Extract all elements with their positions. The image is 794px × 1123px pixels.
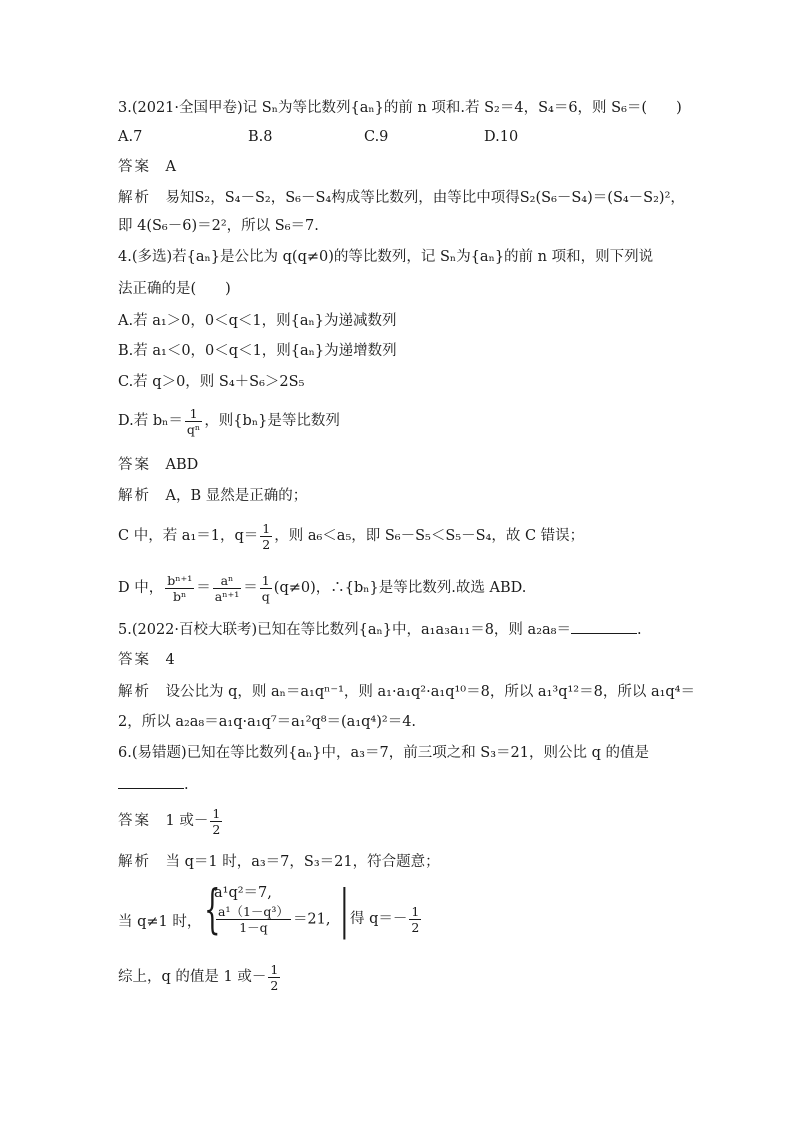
equation-2 bbox=[214, 904, 331, 935]
answer-value: 4 bbox=[165, 652, 175, 668]
answer-blank bbox=[118, 774, 184, 789]
analysis-c-suffix: ，则 a₆＜a₅，即 S₆－S₅＜S₅－S₄，故 C 错误； bbox=[274, 528, 585, 544]
option-d-suffix: ，则{bₙ}是等比数列 bbox=[204, 413, 340, 429]
equation-1: a¹q²＝7, bbox=[214, 885, 272, 901]
answer-label: 答案 bbox=[118, 813, 151, 829]
analysis-label: 解析 bbox=[118, 684, 151, 700]
q4-analysis-d bbox=[118, 568, 526, 608]
answer-label: 答案 bbox=[118, 652, 151, 668]
q4-option-c: C.若 q＞0，则 S₄＋S₆＞2S₅ bbox=[118, 374, 305, 390]
q5-analysis-line1 bbox=[118, 682, 695, 702]
analysis-label: 解析 bbox=[118, 190, 151, 206]
answer-fraction: $\frac{1}{2}$ bbox=[212, 805, 221, 837]
equation-2-fraction: $\frac{\text{a¹（1－q³）}}{1-q}$ bbox=[218, 904, 289, 935]
q6-stem-end: . bbox=[184, 777, 189, 793]
q5-answer bbox=[118, 650, 175, 670]
case2-result-text: 得 q＝－ bbox=[350, 911, 408, 927]
q4-stem-line2: 法正确的是( ) bbox=[118, 281, 231, 297]
q3-option-a: A.7 bbox=[118, 129, 143, 145]
q3-option-d: D.10 bbox=[484, 129, 519, 145]
q3-option-c: C.9 bbox=[364, 129, 389, 145]
answer-label: 答案 bbox=[118, 159, 151, 175]
right-brace: | bbox=[340, 880, 349, 940]
analysis-label: 解析 bbox=[118, 854, 151, 870]
analysis-text: 设公比为 q，则 aₙ＝a₁qⁿ⁻¹，则 a₁·a₁q²·a₁q¹⁰＝8，所以 a₁³q¹²＝8，所以 a₁q⁴＝ bbox=[165, 684, 695, 700]
analysis-text: 当 q＝1 时，a₃＝7，S₃＝21，符合题意； bbox=[165, 854, 440, 870]
analysis-d-prefix: D 中， bbox=[118, 580, 164, 596]
left-brace: { bbox=[204, 880, 221, 940]
q3-analysis-line2: 即 4(S₆－6)＝2²，所以 S₆＝7. bbox=[118, 218, 319, 234]
analysis-d-fraction-2: $\frac{\text{aⁿ}}{\text{aⁿ⁺¹}}$ bbox=[214, 572, 240, 604]
equals-sign: ＝ bbox=[243, 580, 258, 596]
q5-stem bbox=[118, 619, 642, 640]
equation-system bbox=[214, 884, 331, 935]
equals-sign: ＝ bbox=[196, 580, 211, 596]
q5-stem-text: 5.(2022·百校大联考)已知在等比数列{aₙ}中，a₁a₃a₁₁＝8，则 a₂a₈＝ bbox=[118, 622, 571, 638]
conclusion-fraction: $\frac{1}{2}$ bbox=[270, 961, 279, 993]
analysis-c-prefix: C 中，若 a₁＝1，q＝ bbox=[118, 528, 259, 544]
q4-option-b: B.若 a₁＜0，0＜q＜1，则{aₙ}为递增数列 bbox=[118, 343, 397, 359]
q6-answer bbox=[118, 802, 224, 840]
q6-case2-result bbox=[350, 900, 423, 938]
conclusion-text: 综上，q 的值是 1 或－ bbox=[118, 969, 267, 985]
q5-stem-end: . bbox=[636, 622, 642, 638]
answer-value: A bbox=[165, 159, 176, 175]
q4-stem-line1: 4.(多选)若{aₙ}是公比为 q(q≠0)的等比数列，记 Sₙ为{aₙ}的前 n 项和，则下列说 bbox=[118, 249, 654, 265]
answer-blank bbox=[571, 619, 637, 634]
analysis-text: 易知S₂，S₄－S₂，S₆－S₄构成等比数列，由等比中项得S₂(S₆－S₄)＝(S₄－S₂)²， bbox=[165, 190, 685, 206]
analysis-d-fraction-3: $\frac{1}{q}$ bbox=[261, 572, 270, 604]
option-d-prefix: D.若 bₙ＝ bbox=[118, 413, 183, 429]
q5-analysis-line2: 2，所以 a₂a₈＝a₁q·a₁q⁷＝a₁²q⁸＝(a₁q⁴)²＝4. bbox=[118, 714, 417, 730]
q3-answer bbox=[118, 157, 176, 177]
case2-fraction: $\frac{1}{2}$ bbox=[411, 903, 420, 935]
q3-analysis-line1 bbox=[118, 188, 685, 208]
q4-option-a: A.若 a₁＞0，0＜q＜1，则{aₙ}为递减数列 bbox=[118, 313, 397, 329]
analysis-text: A，B 显然是正确的； bbox=[165, 488, 308, 504]
answer-label: 答案 bbox=[118, 457, 151, 473]
answer-value: ABD bbox=[165, 457, 199, 473]
q4-analysis-c bbox=[118, 517, 584, 555]
analysis-d-fraction-1: $\frac{\text{bⁿ⁺¹}}{\text{bⁿ}}$ bbox=[167, 572, 193, 604]
q6-case2-prefix: 当 q≠1 时， bbox=[118, 914, 202, 930]
option-d-fraction: $\frac{1}{\text{qⁿ}}$ bbox=[186, 405, 201, 437]
q3-option-b: B.8 bbox=[248, 129, 273, 145]
answer-value: 1 或－ bbox=[165, 813, 209, 829]
q4-option-d bbox=[118, 403, 340, 439]
q3-stem: 3.(2021·全国甲卷)记 Sₙ为等比数列{aₙ}的前 n 项和.若 S₂＝4，S₄＝6，则 S₆＝( ) bbox=[118, 100, 682, 116]
analysis-label: 解析 bbox=[118, 488, 151, 504]
equation-2-rhs: ＝21, bbox=[292, 911, 331, 928]
analysis-c-fraction: $\frac{1}{2}$ bbox=[262, 520, 271, 552]
q6-analysis-line1 bbox=[118, 852, 440, 872]
q6-stem-line2 bbox=[118, 774, 189, 795]
analysis-d-suffix: (q≠0)，∴{bₙ}是等比数列.故选 ABD. bbox=[273, 580, 527, 596]
q6-conclusion bbox=[118, 958, 282, 996]
q6-stem-line1: 6.(易错题)已知在等比数列{aₙ}中，a₃＝7，前三项之和 S₃＝21，则公比 q 的值是 bbox=[118, 745, 650, 761]
q4-analysis-line1 bbox=[118, 486, 307, 506]
q4-answer bbox=[118, 455, 198, 475]
